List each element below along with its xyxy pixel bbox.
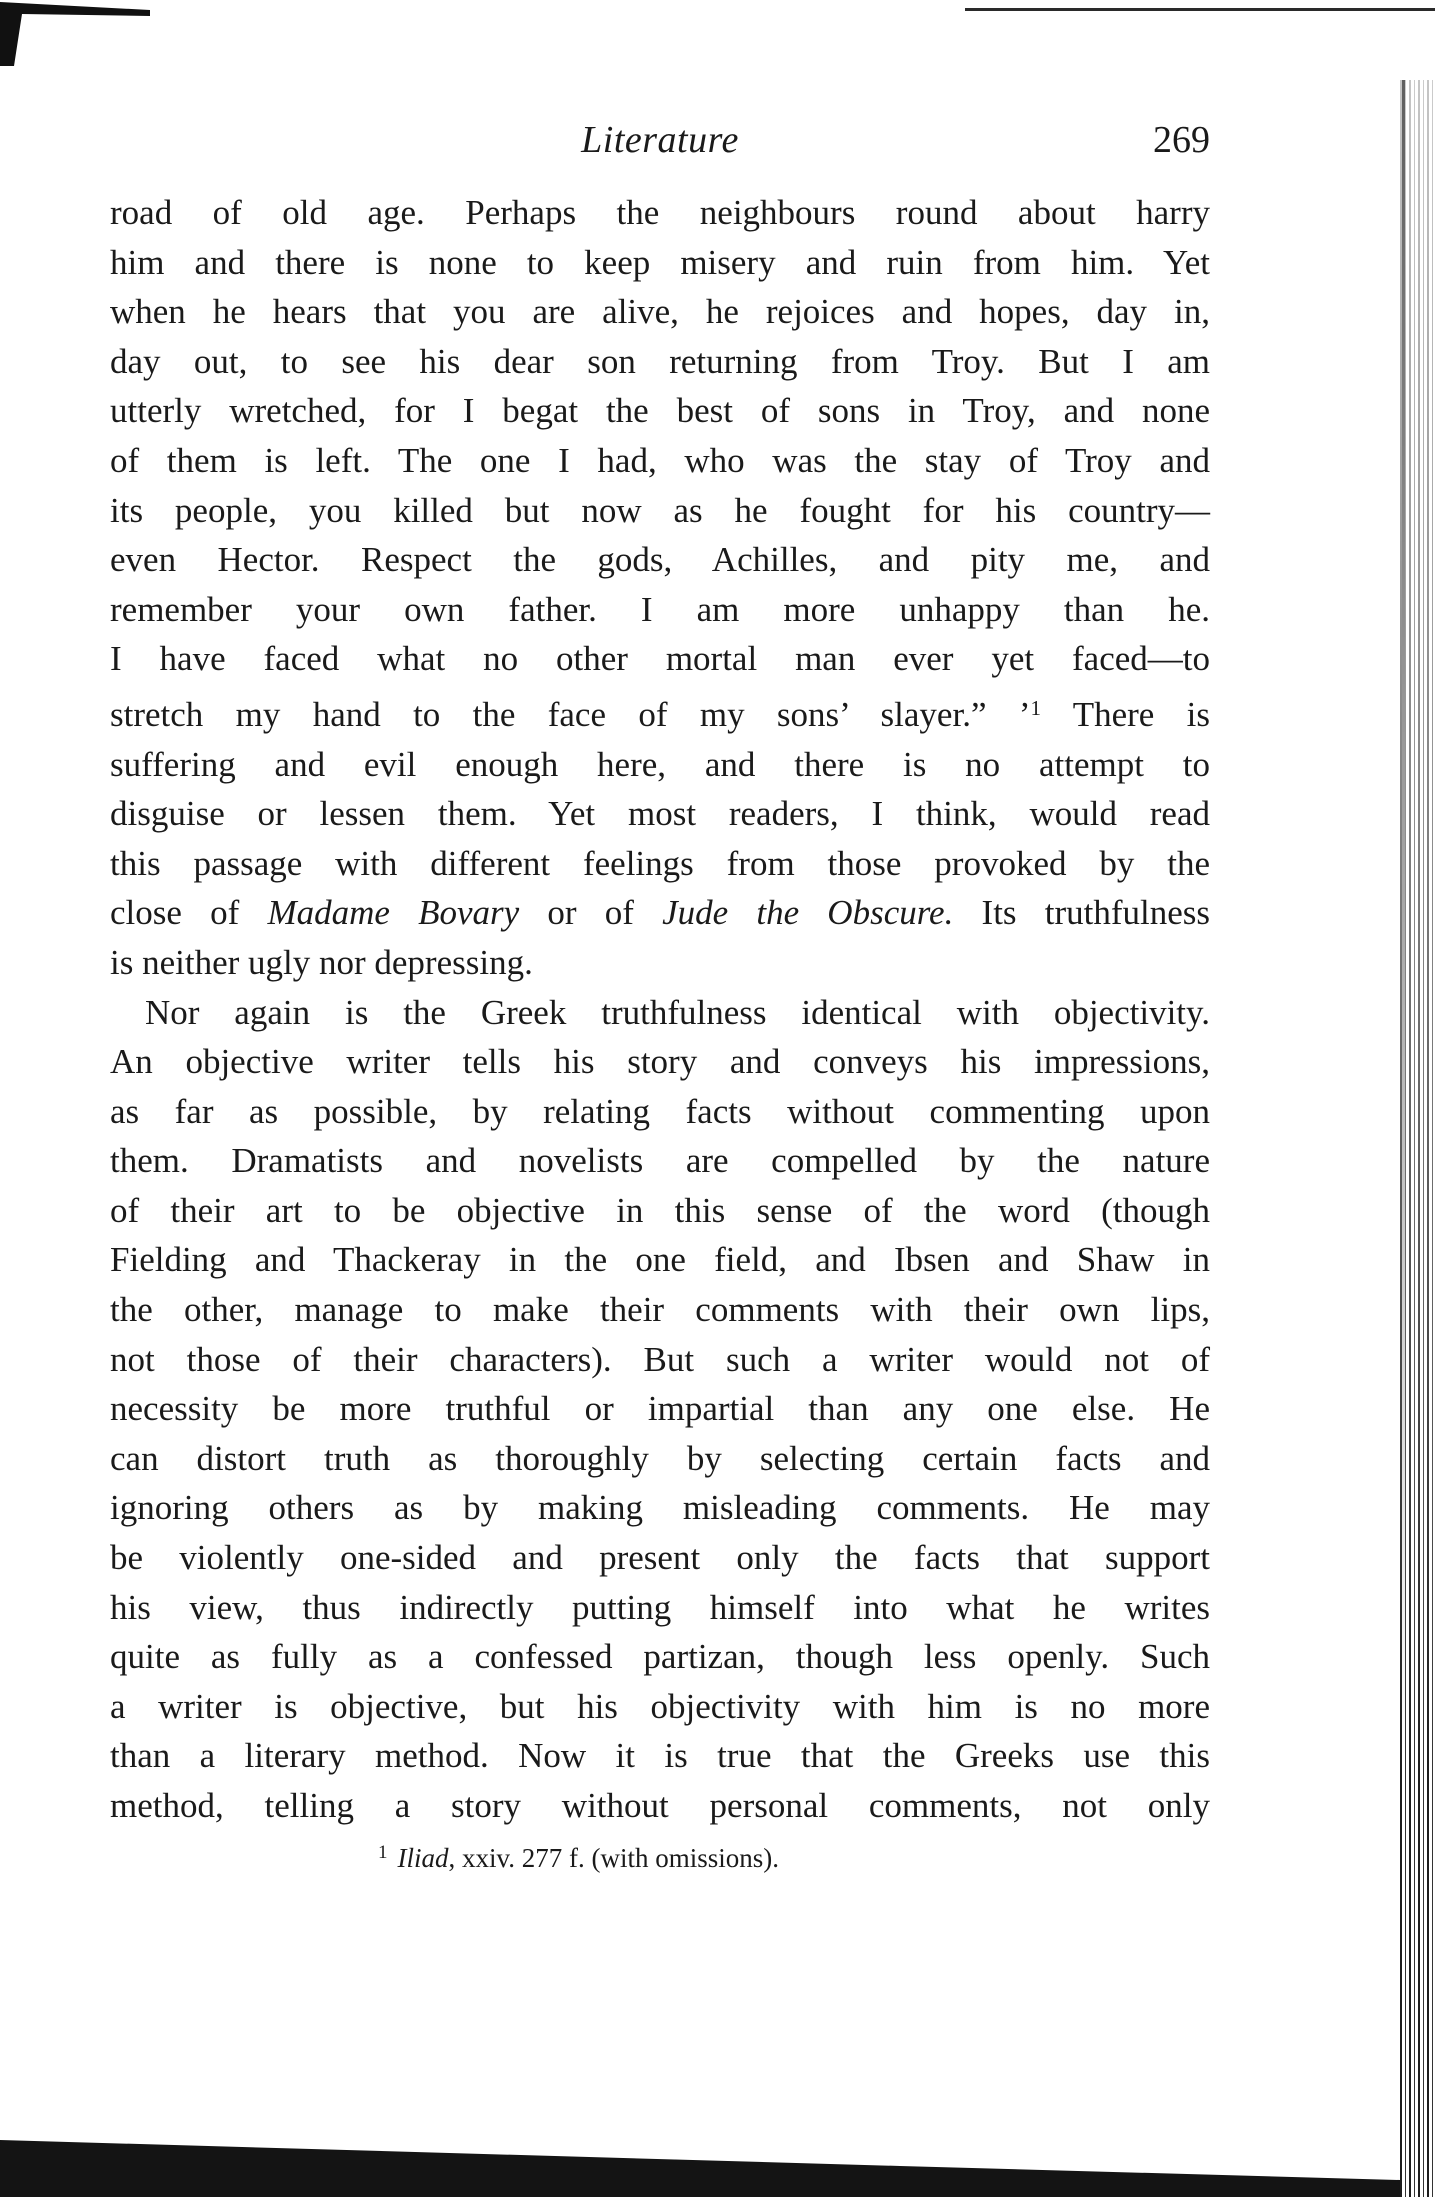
footnote-reference: 1: [1030, 695, 1041, 720]
text-segment: Its truthfulness: [953, 893, 1211, 933]
text-line: method, telling a story without personal comments, not only: [110, 1786, 1210, 1825]
text-segment: stretch my hand to the face of my sons’ slayer.” ’: [110, 694, 1031, 734]
text-line: them. Dramatists and novelists are compelled by the nature: [110, 1141, 1210, 1181]
text-line: necessity be more truthful or impartial than any one else. He: [110, 1389, 1210, 1429]
text-line: disguise or lessen them. Yet most readers, I think, would read: [110, 794, 1210, 834]
text-line: of them is left. The one I had, who was the stay of Troy and: [110, 440, 1210, 480]
footnote-source-title: Iliad: [397, 1842, 449, 1873]
text-line: can distort truth as thoroughly by selecting certain facts and: [110, 1438, 1210, 1478]
text-line: of their art to be objective in this sense of the word (though: [110, 1190, 1210, 1230]
text-line-with-note: [110, 684, 1210, 740]
text-line: his view, thus indirectly putting himself into what he writes: [110, 1587, 1210, 1627]
text-line: a writer is objective, but his objectivity with him is no more: [110, 1686, 1210, 1726]
text-line: its people, you killed but now as he fought for his country—: [110, 490, 1210, 530]
text-segment: There is: [1040, 694, 1210, 734]
scan-page-edge: [1397, 80, 1435, 2197]
paragraph-2: [110, 988, 1210, 1831]
running-head: [110, 118, 1210, 188]
text-line: when he hears that you are alive, he rejoices and hopes, day in,: [110, 292, 1210, 332]
text-line: road of old age. Perhaps the neighbours round about harry: [110, 193, 1210, 232]
scan-corner-mark: [0, 0, 150, 70]
text-line: I have faced what no other mortal man ever yet faced—to: [110, 639, 1210, 679]
text-line: An objective writer tells his story and conveys his impressions,: [110, 1042, 1210, 1082]
page-number: 269: [1153, 119, 1210, 161]
book-title-madame-bovary: Madame Bovary: [267, 893, 520, 933]
scan-top-rule: [965, 8, 1435, 11]
book-page: [110, 118, 1210, 1876]
text-line: as far as possible, by relating facts without commenting upon: [110, 1091, 1210, 1131]
text-line: remember your own father. I am more unhappy than he.: [110, 589, 1210, 629]
text-segment: or of: [519, 893, 663, 933]
text-line: than a literary method. Now it is true that the Greeks use this: [110, 1736, 1210, 1776]
text-line-with-titles: [110, 888, 1210, 938]
book-title-jude-the-obscure: Jude the Obscure.: [662, 893, 954, 933]
footnote: [110, 1835, 1210, 1876]
text-line: is neither ugly nor depressing.: [110, 942, 533, 982]
text-line: not those of their characters). But such a writer would not of: [110, 1339, 1210, 1379]
text-line: utterly wretched, for I begat the best of sons in Troy, and none: [110, 391, 1210, 431]
text-line: Fielding and Thackeray in the one field, and Ibsen and Shaw in: [110, 1240, 1210, 1280]
footnote-text: , xxiv. 277 f. (with omissions).: [448, 1842, 779, 1873]
footnote-marker: 1: [378, 1841, 388, 1863]
text-line: quite as fully as a confessed partizan, though less openly. Such: [110, 1637, 1210, 1677]
text-line: this passage with different feelings from those provoked by the: [110, 843, 1210, 883]
text-line: day out, to see his dear son returning from Troy. But I am: [110, 341, 1210, 381]
scan-bottom-shadow: [0, 2120, 1400, 2197]
text-line: suffering and evil enough here, and there is no attempt to: [110, 744, 1210, 784]
text-line: him and there is none to keep misery and ruin from him. Yet: [110, 242, 1210, 282]
running-title: Literature: [581, 119, 739, 161]
text-line: Nor again is the Greek truthfulness identical with objectivity.: [145, 992, 1210, 1032]
text-line: the other, manage to make their comments with their own lips,: [110, 1290, 1210, 1330]
text-segment: close of: [110, 893, 268, 933]
body-text: [110, 188, 1210, 1831]
text-line: be violently one-sided and present only the facts that support: [110, 1538, 1210, 1578]
text-line: ignoring others as by making misleading comments. He may: [110, 1488, 1210, 1528]
paragraph-1: [110, 188, 1210, 988]
text-line: even Hector. Respect the gods, Achilles, and pity me, and: [110, 540, 1210, 580]
